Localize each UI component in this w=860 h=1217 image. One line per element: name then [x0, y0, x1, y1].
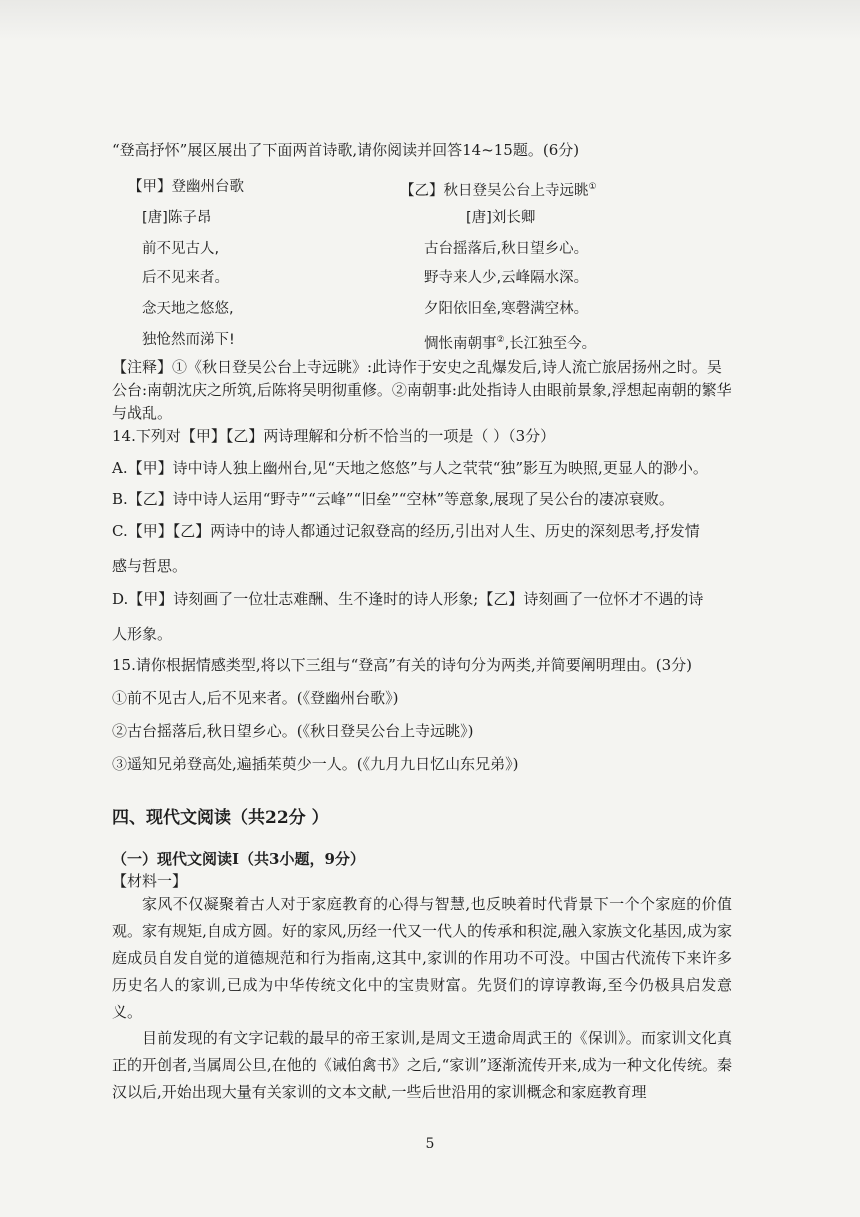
option-c: C.【甲】【乙】两诗中的诗人都通过记叙登高的经历,引出对人生、历史的深刻思考,抒发情 [112, 522, 700, 540]
subsection-heading: （一）现代文阅读Ⅰ（共3小题，9分） [112, 850, 365, 868]
material-label: 【材料一】 [112, 872, 188, 890]
poem-b-line: 惆怅南朝事②,长江独至今。 [424, 335, 597, 352]
poem-b-author: [唐]刘长卿 [466, 210, 536, 226]
poem-b-line: 古台摇落后,秋日望乡心。 [424, 241, 589, 257]
poem-a-line: 后不见来者。 [142, 270, 229, 286]
paragraph: 家风不仅凝聚着古人对于家庭教育的心得与智慧,也反映着时代背景下一个个家庭的价值观。家有规矩,自成方圆。好的家风,历经一代又一代人的传承和积淀,融入家族文化基因,成为家庭成员自发自觉的道德规范和行为指南,这其中,家训的作用功不可没。中国古代流传下来许多历史名人的家训,已成为中华传统文化中的宝贵财富。先贤们的谆谆教诲,至今仍极具启发意义。 [112, 895, 732, 1021]
question-14: 14.下列对【甲】【乙】两诗理解和分析不恰当的一项是（ ）（3分） [112, 427, 556, 445]
q15-item: ①前不见古人,后不见来者。(《登幽州台歌》) [112, 689, 399, 707]
poem-a-line: 前不见古人, [142, 241, 220, 257]
poem-a-line: 念天地之悠悠, [142, 301, 234, 317]
option-b: B.【乙】诗中诗人运用“野寺”“云峰”“旧垒”“空林”等意象,展现了吴公台的凄凉衰败。 [112, 490, 674, 508]
paragraph: 目前发现的有文字记载的最早的帝王家训,是周文王遗命周武王的《保训》。而家训文化真正的开创者,当属周公旦,在他的《诫伯禽书》之后,“家训”逐渐流传开来,成为一种文化传统。秦汉以后,开始出现大量有关家训的文本文献,一些后世沿用的家训概念和家庭教育理 [112, 1029, 732, 1101]
q15-item: ③遥知兄弟登高处,遍插茱萸少一人。(《九月九日忆山东兄弟》) [112, 755, 519, 773]
poem-a-line: 独怆然而涕下! [142, 332, 235, 348]
annotation: 【注释】①《秋日登吴公台上寺远眺》:此诗作于安史之乱爆发后,诗人流亡旅居扬州之时。吴公台:南朝沈庆之所筑,后陈将吴明彻重修。②南朝事:此处指诗人由眼前景象,浮想起南朝的繁华与战乱。 [112, 358, 732, 422]
section-heading: 四、现代文阅读（共22分 ） [112, 808, 329, 828]
poem-b-title: 【乙】秋日登吴公台上寺远眺① [400, 182, 597, 199]
poem-a-author: [唐]陈子昂 [142, 210, 212, 226]
scan-shadow [0, 0, 860, 40]
option-c-cont: 感与哲思。 [112, 557, 188, 575]
poem-a-title: 【甲】登幽州台歌 [128, 179, 244, 195]
question-15: 15.请你根据情感类型,将以下三组与“登高”有关的诗句分为两类,并简要阐明理由。(3分) [112, 656, 692, 674]
poem-b-line: 野寺来人少,云峰隔水深。 [424, 270, 589, 286]
page-number: 5 [425, 1136, 435, 1152]
option-a: A.【甲】诗中诗人独上幽州台,见“天地之悠悠”与人之茕茕“独”影互为映照,更显人的渺小。 [112, 459, 708, 477]
option-d: D.【甲】诗刻画了一位壮志难酬、生不逢时的诗人形象;【乙】诗刻画了一位怀才不遇的诗 [112, 590, 704, 608]
poem-b-line: 夕阳依旧垒,寒磬满空林。 [424, 301, 589, 317]
option-d-cont: 人形象。 [112, 625, 173, 643]
q15-item: ②古台摇落后,秋日望乡心。(《秋日登吴公台上寺远眺》) [112, 722, 474, 740]
section-intro: “登高抒怀”展区展出了下面两首诗歌,请你阅读并回答14~15题。(6分) [112, 141, 580, 159]
